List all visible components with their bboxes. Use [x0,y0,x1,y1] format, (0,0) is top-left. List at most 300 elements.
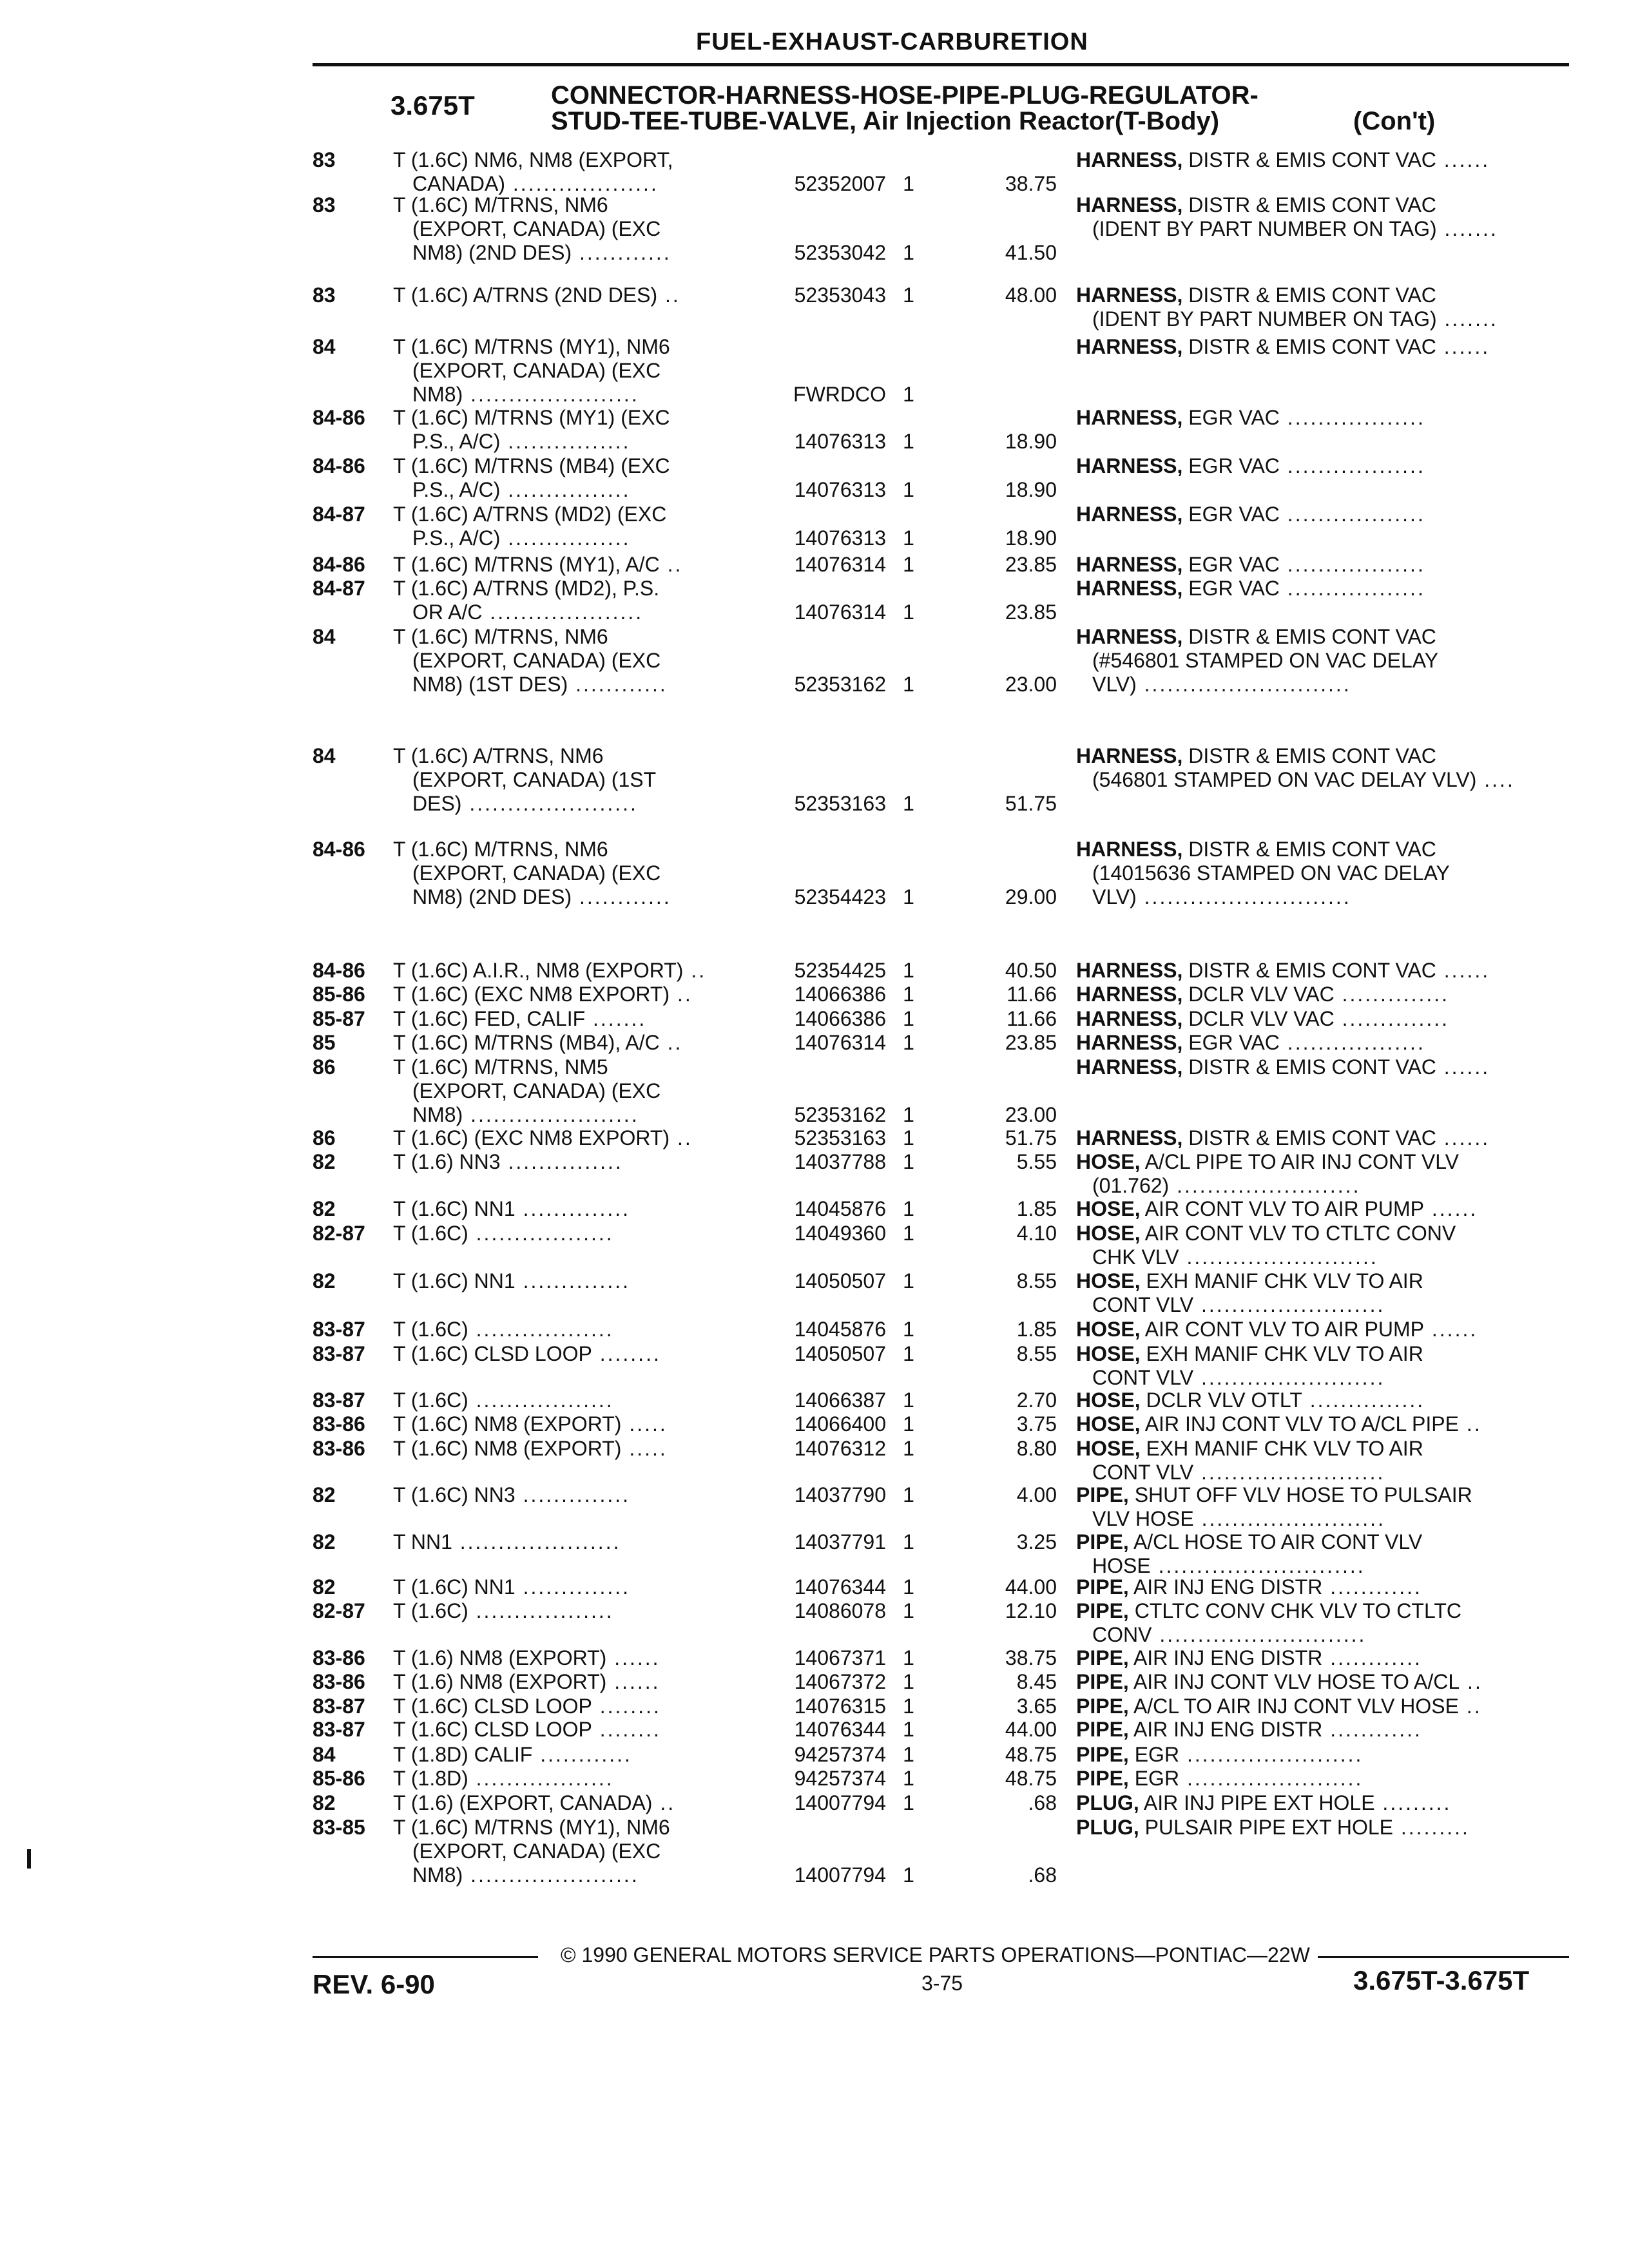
quantity: 1 [903,284,914,307]
leader-dots: ............ [568,673,668,696]
quantity: 1 [903,1007,914,1030]
entry-line [0,768,1629,792]
part-name [1076,1318,1478,1341]
quantity: 1 [903,1483,914,1506]
entry-line [0,1150,1629,1174]
description-line: T (1.6C) NN3 [393,1483,516,1506]
description-text [393,1055,608,1079]
year-range: 82 [313,1575,336,1599]
description-text [393,1150,623,1174]
entry-line [0,838,1629,861]
quantity: 1 [903,1222,914,1245]
description-text [393,406,670,430]
price: 12.10 [1005,1599,1057,1622]
part-number: 14067372 [794,1670,886,1693]
description-text [412,359,660,383]
part-detail: EGR VAC [1188,1031,1280,1054]
leader-dots: .. [683,959,707,982]
part-name [1076,454,1425,478]
quantity: 1 [903,1103,914,1126]
description-text [393,1816,670,1840]
part-name [1076,1031,1425,1055]
leader-dots: ........................ [1193,1366,1385,1389]
description-text [393,1269,630,1293]
description-text [393,553,682,577]
leader-dots: ........................... [1152,1623,1367,1646]
leader-dots: ......... [1393,1816,1470,1839]
footer-section-range: 3.675T-3.675T [1353,1965,1530,1995]
part-name [1092,1507,1385,1531]
part-detail: AIR CONT VLV TO CTLTC CONV [1144,1222,1456,1245]
entry-line [0,744,1629,768]
price: 23.85 [1005,553,1057,576]
part-category: HARNESS, [1076,838,1183,861]
leader-dots: ........ [592,1342,661,1365]
leader-dots: ...... [1436,1055,1490,1079]
entry-line [0,1437,1629,1461]
part-number: 14037791 [794,1530,886,1553]
part-number: 14066386 [794,1007,886,1030]
description-line: P.S., A/C) [412,526,501,550]
entry-line [0,1031,1629,1055]
leader-dots: .................. [1279,454,1425,477]
price: 3.25 [1016,1530,1057,1553]
part-detail: DISTR & EMIS CONT VAC [1188,625,1436,648]
leader-dots: ........................... [1136,673,1351,696]
leader-dots: .............. [515,1483,631,1506]
part-detail: (IDENT BY PART NUMBER ON TAG) [1092,307,1437,331]
description-text [393,838,608,861]
year-range: 86 [313,1055,336,1079]
entry-line [0,430,1629,454]
entry-line [0,885,1629,909]
part-name [1076,838,1436,861]
description-text [412,601,643,624]
leader-dots: .................. [468,1222,614,1245]
entry-line [0,625,1629,649]
leader-dots: ........................ [1169,1174,1361,1197]
year-range: 84 [313,335,336,358]
leader-dots: .. [652,1791,676,1814]
part-detail: DCLR VLV VAC [1188,1007,1335,1030]
description-line: T (1.6C) [393,1318,468,1341]
description-line: (EXPORT, CANADA) (1ST [412,768,657,791]
description-line: T (1.6C) M/TRNS, NM6 [393,193,608,216]
part-detail: AIR INJ PIPE EXT HOLE [1143,1791,1375,1814]
description-line: T (1.6C) A/TRNS, NM6 [393,744,604,767]
description-line: T (1.6C) (EXC NM8 EXPORT) [393,1126,670,1149]
price: 40.50 [1005,959,1057,982]
leader-dots: ............... [500,1150,623,1173]
part-detail: (IDENT BY PART NUMBER ON TAG) [1092,217,1437,240]
description-text [393,959,706,983]
year-range: 82 [313,1791,336,1814]
part-name [1076,1483,1472,1507]
leader-dots: .. [1458,1695,1482,1718]
part-name [1076,744,1436,768]
description-text [393,1599,614,1623]
entry-line [0,217,1629,241]
description-line: T (1.6C) M/TRNS (MY1), A/C [393,553,660,576]
part-name [1092,673,1351,697]
part-category: PIPE, [1076,1695,1129,1718]
part-name [1076,1126,1490,1150]
part-category: PIPE, [1076,1767,1129,1790]
leader-dots: ............ [572,885,671,908]
entry-line [0,1342,1629,1366]
leader-dots: ............ [1322,1646,1422,1669]
leader-dots: ....... [585,1007,647,1030]
part-detail: DISTR & EMIS CONT VAC [1188,148,1436,171]
part-detail: (#546801 STAMPED ON VAC DELAY [1092,649,1439,672]
part-detail: DISTR & EMIS CONT VAC [1188,1126,1436,1149]
leader-dots: .................. [468,1318,614,1341]
year-range: 85-87 [313,1007,365,1030]
quantity: 1 [903,1530,914,1553]
part-detail: AIR INJ ENG DISTR [1133,1646,1323,1669]
part-name [1076,1437,1423,1461]
part-detail: EXH MANIF CHK VLV TO AIR [1146,1342,1423,1365]
year-range: 84-86 [313,553,365,576]
leader-dots: ........................ [1193,1461,1385,1484]
quantity: 1 [903,1863,914,1887]
entry-line [0,1055,1629,1079]
price: 8.45 [1016,1670,1057,1693]
description-line: T (1.6C) (EXC NM8 EXPORT) [393,983,670,1006]
part-detail: DCLR VLV OTLT [1146,1389,1302,1412]
description-text [393,193,608,217]
year-range: 84-87 [313,503,365,526]
leader-dots: ......... [1374,1791,1452,1814]
description-line: T (1.6C) M/TRNS, NM6 [393,625,608,648]
part-name [1076,503,1425,526]
year-range: 84-86 [313,838,365,861]
entry-line [0,1840,1629,1863]
description-text [393,1031,682,1055]
entry-line [0,1079,1629,1103]
description-text [393,1483,630,1507]
description-line: NM8) [412,383,463,406]
quantity: 1 [903,478,914,501]
part-name [1092,1554,1365,1578]
year-range: 82-87 [313,1599,365,1622]
part-name [1076,577,1425,601]
entry-line [0,1269,1629,1293]
part-number: 14076314 [794,553,886,576]
part-number: 52353163 [794,792,886,815]
leader-dots: .. [1460,1670,1483,1693]
part-number: 52353162 [794,1103,886,1126]
description-text [412,526,631,550]
part-name [1092,649,1438,673]
part-number: 14037790 [794,1483,886,1506]
leader-dots: ................ [500,430,631,453]
entry-line [0,1412,1629,1436]
leader-dots: .............. [1334,983,1450,1006]
description-text [412,430,631,454]
description-text [393,1646,660,1670]
part-number: 14067371 [794,1646,886,1669]
part-name [1076,1342,1423,1366]
description-text [393,1575,630,1599]
year-range: 83-85 [313,1816,365,1839]
quantity: 1 [903,172,914,195]
part-category: HARNESS, [1076,744,1183,767]
description-text [412,383,639,407]
part-detail: VLV) [1092,885,1137,908]
entry-line [0,1245,1629,1269]
quantity: 1 [903,792,914,815]
year-range: 84 [313,744,336,767]
entry-line [0,148,1629,172]
description-text [393,1197,630,1221]
description-line: T (1.6C) CLSD LOOP [393,1695,592,1718]
part-detail: A/CL PIPE TO AIR INJ CONT VLV [1144,1150,1459,1173]
leader-dots: .................. [1279,577,1425,600]
part-detail: AIR INJ ENG DISTR [1133,1718,1323,1741]
entry-line [0,383,1629,407]
description-line: T (1.6C) NN1 [393,1197,516,1220]
leader-dots: .................... [482,601,644,624]
leader-dots: ..... [621,1412,668,1436]
description-text [393,1743,632,1767]
description-line: T (1.6C) NM8 (EXPORT) [393,1412,622,1436]
description-text [393,744,604,768]
leader-dots: .. [670,983,693,1006]
leader-dots: ........................... [1150,1554,1365,1577]
leader-dots: ....................... [1179,1767,1364,1790]
part-category: HOSE, [1076,1318,1141,1341]
part-name [1076,1007,1449,1031]
part-detail: CONV [1092,1623,1152,1646]
part-category: HARNESS, [1076,625,1183,648]
year-range: 83 [313,193,336,216]
part-name [1076,1670,1483,1694]
part-name [1076,1767,1363,1791]
price: 48.00 [1005,284,1057,307]
part-detail: DISTR & EMIS CONT VAC [1188,335,1436,358]
leader-dots: ...... [606,1646,660,1669]
part-category: PIPE, [1076,1483,1129,1506]
entry-line [0,307,1629,331]
description-line: NM8) [412,1103,463,1126]
part-name [1076,1389,1425,1412]
part-detail: VLV) [1092,673,1137,696]
entry-line [0,1126,1629,1150]
quantity: 1 [903,983,914,1006]
part-detail: CHK VLV [1092,1245,1179,1269]
price: 48.75 [1005,1767,1057,1790]
description-line: NM8) (2ND DES) [412,885,572,908]
entry-line [0,503,1629,526]
description-text [393,1437,668,1461]
year-range: 82 [313,1269,336,1293]
entry-line [0,959,1629,983]
part-name [1092,1293,1385,1317]
part-detail: SHUT OFF VLV HOSE TO PULSAIR [1134,1483,1472,1506]
leader-dots: ...................... [463,1103,639,1126]
price: 4.10 [1016,1222,1057,1245]
part-number: 94257374 [794,1767,886,1790]
price: 38.75 [1005,172,1057,195]
section-title-line1: CONNECTOR-HARNESS-HOSE-PIPE-PLUG-REGULATOR- [551,81,1258,110]
leader-dots: .............. [515,1269,631,1293]
leader-dots: ........................... [1136,885,1351,908]
leader-dots: .................. [468,1767,614,1790]
part-detail: A/CL TO AIR INJ CONT VLV HOSE [1133,1695,1459,1718]
description-text [412,649,660,673]
part-name [1076,1695,1482,1718]
part-number: 52354425 [794,959,886,982]
year-range: 83-87 [313,1389,365,1412]
description-line: (EXPORT, CANADA) (EXC [412,1079,661,1102]
description-text [393,983,693,1006]
leader-dots: ...................... [461,792,638,815]
part-name [1076,1599,1461,1623]
description-line: T (1.6C) M/TRNS, NM6 [393,838,608,861]
year-range: 83 [313,148,336,171]
entry-line [0,1767,1629,1791]
quantity: 1 [903,1575,914,1599]
description-text [412,478,631,502]
part-detail: AIR CONT VLV TO AIR PUMP [1144,1318,1424,1341]
quantity: 1 [903,885,914,908]
price: 11.66 [1007,1007,1057,1030]
leader-dots: ..... [621,1437,668,1460]
part-name [1076,1743,1363,1767]
leader-dots: ............... [1302,1389,1425,1412]
year-range: 84 [313,625,336,648]
price: .68 [1028,1863,1057,1887]
leader-dots: ....... [1436,217,1498,240]
leader-dots: ....... [1436,307,1498,331]
entry-line [0,359,1629,383]
part-category: HOSE, [1076,1437,1141,1460]
description-text [393,1670,660,1694]
leader-dots: .............. [1334,1007,1450,1030]
part-name [1076,1575,1422,1599]
description-line: (EXPORT, CANADA) (EXC [412,1840,661,1863]
part-name [1092,768,1515,792]
part-number: 14050507 [794,1342,886,1365]
part-name [1076,1646,1422,1670]
description-line: T (1.6C) A.I.R., NM8 (EXPORT) [393,959,684,982]
leader-dots: ............ [1322,1575,1422,1599]
leader-dots: ................ [500,526,631,550]
price: 8.80 [1016,1437,1057,1460]
description-text [412,241,671,265]
part-number: 94257374 [794,1743,886,1766]
section-continued-label: (Con't) [1353,107,1436,135]
part-name [1092,217,1498,241]
quantity: 1 [903,553,914,576]
part-number: 52353163 [794,1126,886,1149]
year-range: 83-86 [313,1646,365,1669]
description-line: T (1.8D) CALIF [393,1743,533,1766]
year-range: 85-86 [313,983,365,1006]
entry-line [0,335,1629,359]
part-category: HARNESS, [1076,148,1183,171]
part-detail: CONT VLV [1092,1366,1194,1389]
part-category: HARNESS, [1076,577,1183,600]
leader-dots: .. [659,553,683,576]
description-text [393,1222,614,1245]
entry-line [0,284,1629,307]
part-name [1076,406,1425,430]
leader-dots: ...... [1436,148,1490,171]
description-line: NM8) (1ST DES) [412,673,568,696]
description-line: T (1.6C) A/TRNS (MD2) (EXC [393,503,667,526]
year-range: 84-87 [313,577,365,600]
description-line: T (1.6C) M/TRNS (MY1) (EXC [393,406,670,429]
description-line: NM8) (2ND DES) [412,241,572,264]
description-line: T (1.8D) [393,1767,468,1790]
part-number: 14066387 [794,1389,886,1412]
description-line: T (1.6C) A/TRNS (MD2), P.S. [393,577,660,600]
quantity: 1 [903,1791,914,1814]
description-text [393,577,659,601]
entry-line [0,1646,1629,1670]
year-range: 83 [313,284,336,307]
entry-line [0,1483,1629,1507]
part-number: 14076313 [794,430,886,453]
part-number: 52353042 [794,241,886,264]
leader-dots: .................. [468,1599,614,1622]
description-line: T (1.6C) [393,1599,468,1622]
part-number: 14037788 [794,1150,886,1173]
entry-line [0,649,1629,673]
part-number: 14007794 [794,1791,886,1814]
description-text [412,1863,639,1887]
leader-dots: ............ [1322,1718,1422,1741]
price: 1.85 [1016,1318,1057,1341]
description-text [393,1342,661,1366]
price: 8.55 [1016,1342,1057,1365]
quantity: 1 [903,1269,914,1293]
part-name [1076,959,1490,983]
part-category: PLUG, [1076,1791,1139,1814]
part-name [1076,1718,1422,1742]
part-name [1076,148,1490,172]
part-name [1076,1412,1482,1436]
footer-revision: REV. 6-90 [313,1969,435,1999]
leader-dots: ........ [592,1718,661,1741]
description-text [393,1530,621,1554]
entry-line [0,478,1629,502]
description-line: T (1.6C) NN1 [393,1575,516,1599]
description-line: T (1.6C) NN1 [393,1269,516,1293]
price: 18.90 [1005,430,1057,453]
quantity: 1 [903,1389,914,1412]
part-number: 14007794 [794,1863,886,1887]
part-detail: EGR VAC [1188,553,1280,576]
footer-page-number: 3-75 [921,1972,963,1995]
year-range: 83-86 [313,1412,365,1436]
description-text [412,1103,639,1127]
description-text [393,1389,614,1412]
leader-dots: .. [657,284,680,307]
entry-line [0,983,1629,1006]
leader-dots: .................. [468,1389,614,1412]
quantity: 1 [903,1599,914,1622]
price: 23.85 [1005,1031,1057,1054]
quantity: 1 [903,1718,914,1741]
part-number: 52353043 [794,284,886,307]
leader-dots: ...... [1436,959,1490,982]
price: 29.00 [1005,885,1057,908]
part-name [1076,1530,1422,1554]
part-category: HOSE, [1076,1222,1141,1245]
